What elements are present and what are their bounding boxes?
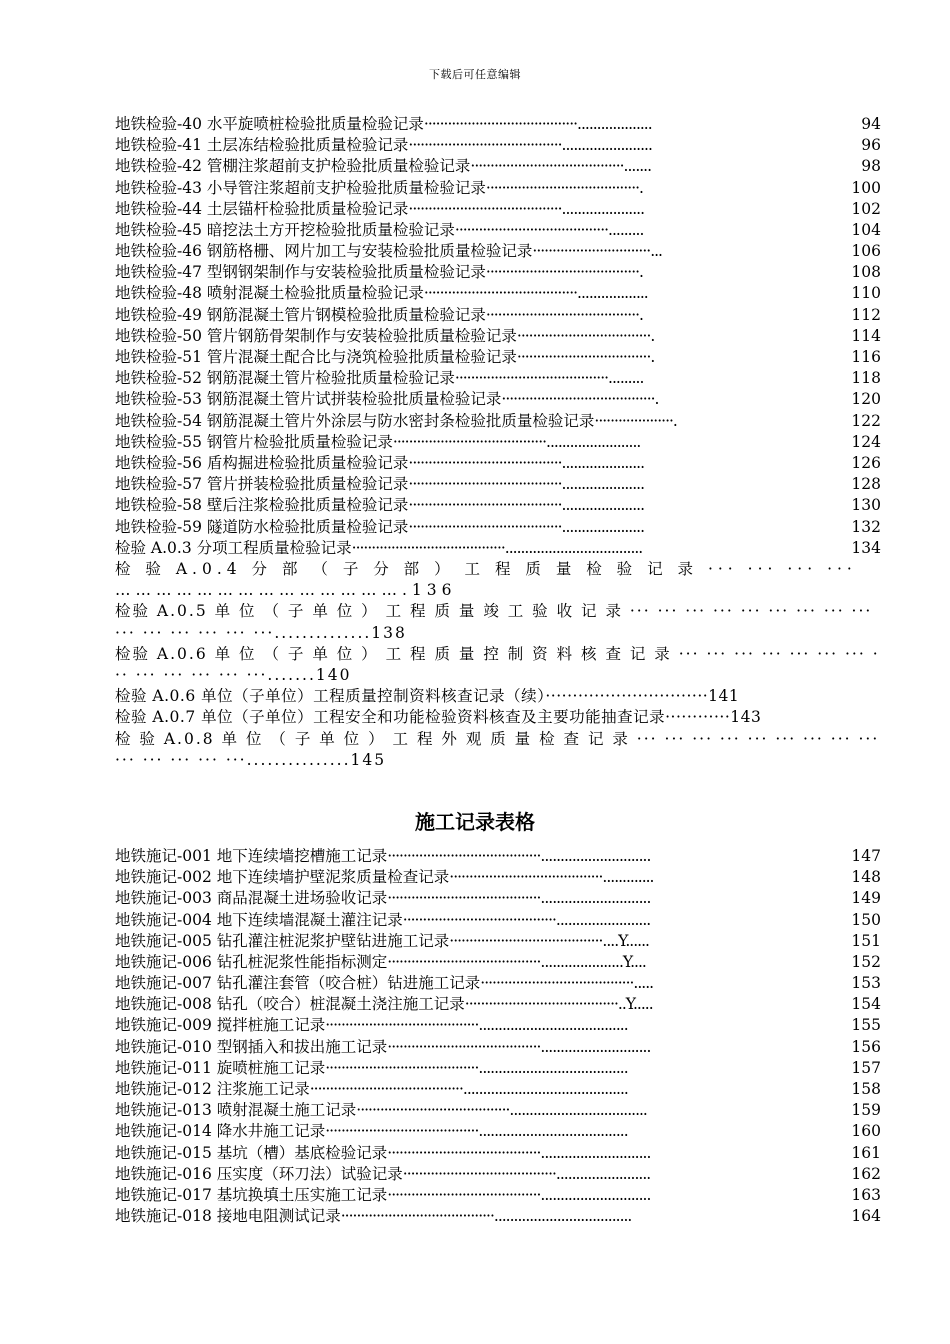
toc-entry-label: 地铁施记-006 钻孔桩泥浆性能指标测定 [115,952,388,971]
toc-entry-wrapped[interactable]: 检验 A.0.6 单 位 （ 子 单 位 ） 工 程 质 量 控 制 资 料 核 查 记 录 ··· ··· ··· ··· ··· ··· ··· ··· ··· ··· ··· ··· ···.......140 [115,644,880,684]
toc-entry-page: 161 [851,1143,881,1162]
toc-entry-page: 114 [851,326,881,345]
toc-entry-label: 地铁施记-014 降水井施工记录 [115,1122,326,1141]
toc-entry-leader: ·······································......... [454,369,644,388]
toc-entry-leader: ·······································..................... [408,475,645,494]
toc-entry-page: 155 [851,1016,881,1035]
toc-entry[interactable] [115,284,881,305]
toc-entry-leader: ·······································............................ [387,1185,651,1204]
toc-entry-leader: ····················. [594,411,677,430]
toc-entry[interactable] [115,867,881,888]
section-title-construction-records: 施工记录表格 [415,810,535,834]
toc-entry[interactable] [115,952,881,973]
toc-entry-label: 地铁检验-55 钢管片检验批质量检验记录 [115,432,393,451]
toc-entry-label: 地铁检验-47 型钢钢架制作与安装检验批质量检验记录 [115,263,486,282]
toc-entry[interactable] [115,1185,881,1206]
toc-entry[interactable] [115,931,881,952]
page-header: 下载后可任意编辑 [429,68,521,81]
toc-entry-label: 地铁检验-56 盾构掘进检验批质量检验记录 [115,453,409,472]
toc-entry[interactable] [115,305,881,326]
toc-entry-label: 地铁检验-57 管片拼装检验批质量检验记录 [115,475,409,494]
toc-entry-label: 地铁施记-004 地下连续墙混凝土灌注记录 [115,910,403,929]
toc-entry-label: 地铁施记-017 基坑换填土压实施工记录 [115,1185,388,1204]
toc-entry-page: 106 [851,242,881,261]
toc-entry-leader: ·······································........................ [402,910,651,929]
toc-entry-leader: ·······································..................... [408,199,645,218]
toc-entry-leader: ·······································.................. [423,284,648,303]
toc-entry[interactable] [115,262,881,283]
toc-entry-leader: ·······································............................ [387,889,651,908]
toc-entry[interactable] [115,178,881,199]
toc-entry[interactable] [115,453,881,474]
toc-entry-leader: ·······································................................... [356,1101,647,1120]
toc-entry[interactable] [115,973,881,994]
toc-entry[interactable] [115,347,881,368]
toc-entry-leader: ·······································. [485,263,643,282]
toc-entry-leader: ·······································.......................................... [309,1080,628,1099]
toc-entry-leader: ·······································............. [449,868,654,887]
toc-entry[interactable] [115,1037,881,1058]
toc-entry[interactable] [115,495,881,516]
toc-entry[interactable] [115,432,881,453]
toc-entry-page: 157 [851,1058,881,1077]
toc-entry-label: 地铁施记-005 钻孔灌注桩泥浆护壁钻进施工记录 [115,931,450,950]
toc-entry-label: 地铁施记-011 旋喷桩施工记录 [115,1058,326,1077]
toc-entry-leader: ·······································....... [470,157,652,176]
toc-entry-page: 160 [851,1122,881,1141]
toc-entry[interactable] [115,368,881,389]
toc-entry-leader: ·······································............................ [387,846,651,865]
toc-entry[interactable] [115,1058,881,1079]
toc-entry-leader: ·······································....................... [408,136,652,155]
toc-entry-label: 地铁检验-44 土层锚杆检验批质量检验记录 [115,199,409,218]
toc-entry[interactable] [115,1100,881,1121]
toc-entry-label: 地铁检验-41 土层冻结检验批质量检验记录 [115,136,409,155]
toc-entry-page: 100 [851,178,881,197]
toc-entry-wrapped[interactable]: 检验 A.0.5 单 位 （ 子 单 位 ） 工 程 质 量 竣 工 验 收 记 录 ··· ··· ··· ··· ··· ··· ··· ··· ··· ··· ··· ··· ··· ··· ···..............138 [115,602,873,642]
toc-entry-label: 地铁检验-45 暗挖法土方开挖检验批质量检验记录 [115,220,455,239]
toc-entry-label: 地铁检验-43 小导管注浆超前支护检验批质量检验记录 [115,178,486,197]
toc-entry-leader: ·······································...................................... [325,1058,628,1077]
toc-entry-page: 148 [851,868,881,887]
toc-entry-page: 124 [851,432,881,451]
toc-entry-leader: ·······································. [501,390,659,409]
toc-entry-wrapped[interactable]: 检 验 A.0.4 分 部 （ 子 分 部 ） 工 程 质 量 检 验 记 录 ··· ··· ··· ··· …………………………………….136 [115,559,857,600]
toc-entry-label: 地铁施记-010 型钢插入和拔出施工记录 [115,1037,388,1056]
toc-entry[interactable] [115,389,881,410]
toc-entry-label: 地铁检验-50 管片钢筋骨架制作与安装检验批质量检验记录 [115,326,517,345]
toc-entry-label: 地铁施记-009 搅拌桩施工记录 [115,1016,326,1035]
toc-entry-leader: ·······································. [485,305,643,324]
toc-entry-label: 地铁检验-52 钢筋混凝土管片检验批质量检验记录 [115,369,455,388]
toc-entry[interactable] [115,241,881,262]
toc-section-inspection [115,114,881,771]
toc-list-acceptance [115,559,881,771]
toc-entry-wrapped[interactable]: 检验 A.0.7 单位（子单位）工程安全和功能检验资料核查及主要功能抽查记录············143 [115,708,762,727]
toc-entry[interactable] [115,220,881,241]
toc-entry[interactable] [115,1143,881,1164]
toc-entry-label: 地铁施记-013 喷射混凝土施工记录 [115,1101,357,1120]
toc-entry[interactable] [115,326,881,347]
toc-entry-label: 地铁施记-016 压实度（环刀法）试验记录 [115,1164,403,1183]
toc-entry-page: 156 [851,1037,881,1056]
toc-entry-page: 151 [851,931,881,950]
toc-entry-label: 地铁检验-40 水平旋喷桩检验批质量检验记录 [115,114,424,133]
toc-entry-label: 地铁检验-49 钢筋混凝土管片钢模检验批质量检验记录 [115,305,486,324]
toc-entry-page: 154 [851,995,881,1014]
toc-entry-label: 地铁施记-003 商品混凝土进场验收记录 [115,889,388,908]
toc-entry-leader: ·······································....Y...... [449,931,649,950]
toc-entry-page: 110 [851,284,881,303]
toc-section-construction [115,846,881,1227]
toc-entry-page: 164 [851,1207,881,1226]
toc-entry-page: 150 [851,910,881,929]
toc-entry-page: 108 [851,263,881,282]
toc-entry-leader: ·······································........................ [392,432,641,451]
toc-entry[interactable] [115,474,881,495]
toc-entry-page: 120 [851,390,881,409]
toc-entry-leader: ·······································...................................... [325,1122,628,1141]
toc-entry-page: 159 [851,1101,881,1120]
toc-entry-page: 126 [851,453,881,472]
toc-entry-leader: ··································. [516,326,655,345]
toc-entry[interactable] [115,517,881,538]
toc-entry[interactable] [115,538,881,559]
toc-entry-label: 地铁检验-58 壁后注浆检验批质量检验记录 [115,496,409,515]
toc-entry-leader: ·······································......... [454,220,644,239]
toc-entry[interactable] [115,1016,881,1037]
toc-entry-leader: ·······································............................ [387,1037,651,1056]
toc-entry[interactable] [115,114,881,135]
toc-entry-label: 地铁施记-001 地下连续墙挖槽施工记录 [115,846,388,865]
toc-entry-page: 112 [851,305,881,324]
toc-entry-label: 地铁施记-007 钻孔灌注套管（咬合桩）钻进施工记录 [115,974,481,993]
toc-entry[interactable] [115,135,881,156]
toc-entry-leader: ·······································. [485,178,643,197]
toc-entry[interactable] [115,1079,881,1100]
toc-entry-page: 130 [851,496,881,515]
toc-entry-page: 162 [851,1164,881,1183]
toc-entry-leader: ·······································.....................Y.... [387,952,646,971]
toc-entry-page: 147 [851,846,881,865]
toc-entry-page: 132 [851,517,881,536]
toc-entry-label: 地铁检验-51 管片混凝土配合比与浇筑检验批质量检验记录 [115,348,517,367]
toc-entry-page: 163 [851,1185,881,1204]
toc-entry-leader: ·······································..................... [408,517,645,536]
toc-entry-label: 地铁检验-53 钢筋混凝土管片试拼装检验批质量检验记录 [115,390,502,409]
toc-entry[interactable] [115,199,881,220]
toc-entry-leader: ·······································..................... [408,496,645,515]
toc-entry[interactable] [115,846,881,867]
toc-entry-label: 地铁检验-48 喷射混凝土检验批质量检验记录 [115,284,424,303]
toc-entry-leader: ·······································................................... [340,1207,632,1226]
toc-list-inspection [115,114,881,559]
toc-entry-leader: ·······································........................ [402,1164,651,1183]
toc-entry-page: 128 [851,475,881,494]
toc-entry-wrapped[interactable]: 检 验 A.0.8 单 位 （ 子 单 位 ） 工 程 外 观 质 量 检 查 记 录 ··· ··· ··· ··· ··· ··· ··· ··· ··· ··· ··· ··· ··· ···...............145 [115,729,880,769]
toc-entry-page: 149 [851,889,881,908]
toc-entry-page: 152 [851,952,881,971]
toc-entry-label: 地铁检验-46 钢筋格栅、网片加工与安装检验批质量检验记录 [115,242,533,261]
toc-entry-leader: ·······································............................ [387,1143,651,1162]
toc-entry-label: 地铁检验-54 钢筋混凝土管片外涂层与防水密封条检验批质量检验记录 [115,411,595,430]
toc-entry-leader: ·······································..Y..... [464,995,653,1014]
toc-entry-leader: ·······································...................................... [325,1016,628,1035]
toc-entry-label: 地铁检验-59 隧道防水检验批质量检验记录 [115,517,409,536]
toc-entry-leader: ·······································................... [423,114,652,133]
toc-entry-label: 地铁施记-008 钻孔（咬合）桩混凝土浇注施工记录 [115,995,465,1014]
toc-entry-leader: ······························... [532,242,662,261]
toc-entry-page: 122 [851,411,881,430]
toc-entry-page: 158 [851,1080,881,1099]
toc-entry-page: 134 [851,538,881,557]
toc-entry[interactable] [115,1164,881,1185]
toc-entry-leader: ··································. [516,348,655,367]
toc-entry[interactable] [115,156,881,177]
toc-entry[interactable] [115,888,881,909]
toc-entry-page: 98 [861,157,881,176]
toc-entry[interactable] [115,1206,881,1227]
toc-entry-page: 96 [861,136,881,155]
toc-entry-leader: ·······································..... [480,974,654,993]
toc-entry-page: 102 [851,199,881,218]
toc-entry-leader: ·······································..................... [408,453,645,472]
toc-entry-page: 104 [851,220,881,239]
toc-entry[interactable] [115,1121,881,1142]
toc-entry-wrapped[interactable]: 检验 A.0.6 单位（子单位）工程质量控制资料核查记录（续）······························141 [115,687,740,706]
toc-list-construction [115,846,881,1227]
toc-entry-leader: ·······································................................... [351,538,643,557]
toc-entry-label: 地铁施记-002 地下连续墙护壁泥浆质量检查记录 [115,868,450,887]
toc-entry[interactable] [115,994,881,1015]
toc-entry-label: 地铁施记-018 接地电阻测试记录 [115,1207,341,1226]
toc-entry-page: 153 [851,974,881,993]
toc-entry-page: 116 [851,348,881,367]
toc-entry-page: 118 [851,369,881,388]
toc-entry-label: 地铁施记-015 基坑（槽）基底检验记录 [115,1143,388,1162]
toc-entry-label: 检验 A.0.3 分项工程质量检验记录 [115,538,352,557]
toc-entry-label: 地铁检验-42 管棚注浆超前支护检验批质量检验记录 [115,157,471,176]
toc-entry-label: 地铁施记-012 注浆施工记录 [115,1080,310,1099]
toc-entry[interactable] [115,910,881,931]
toc-entry-page: 94 [861,114,881,133]
toc-entry[interactable] [115,411,881,432]
